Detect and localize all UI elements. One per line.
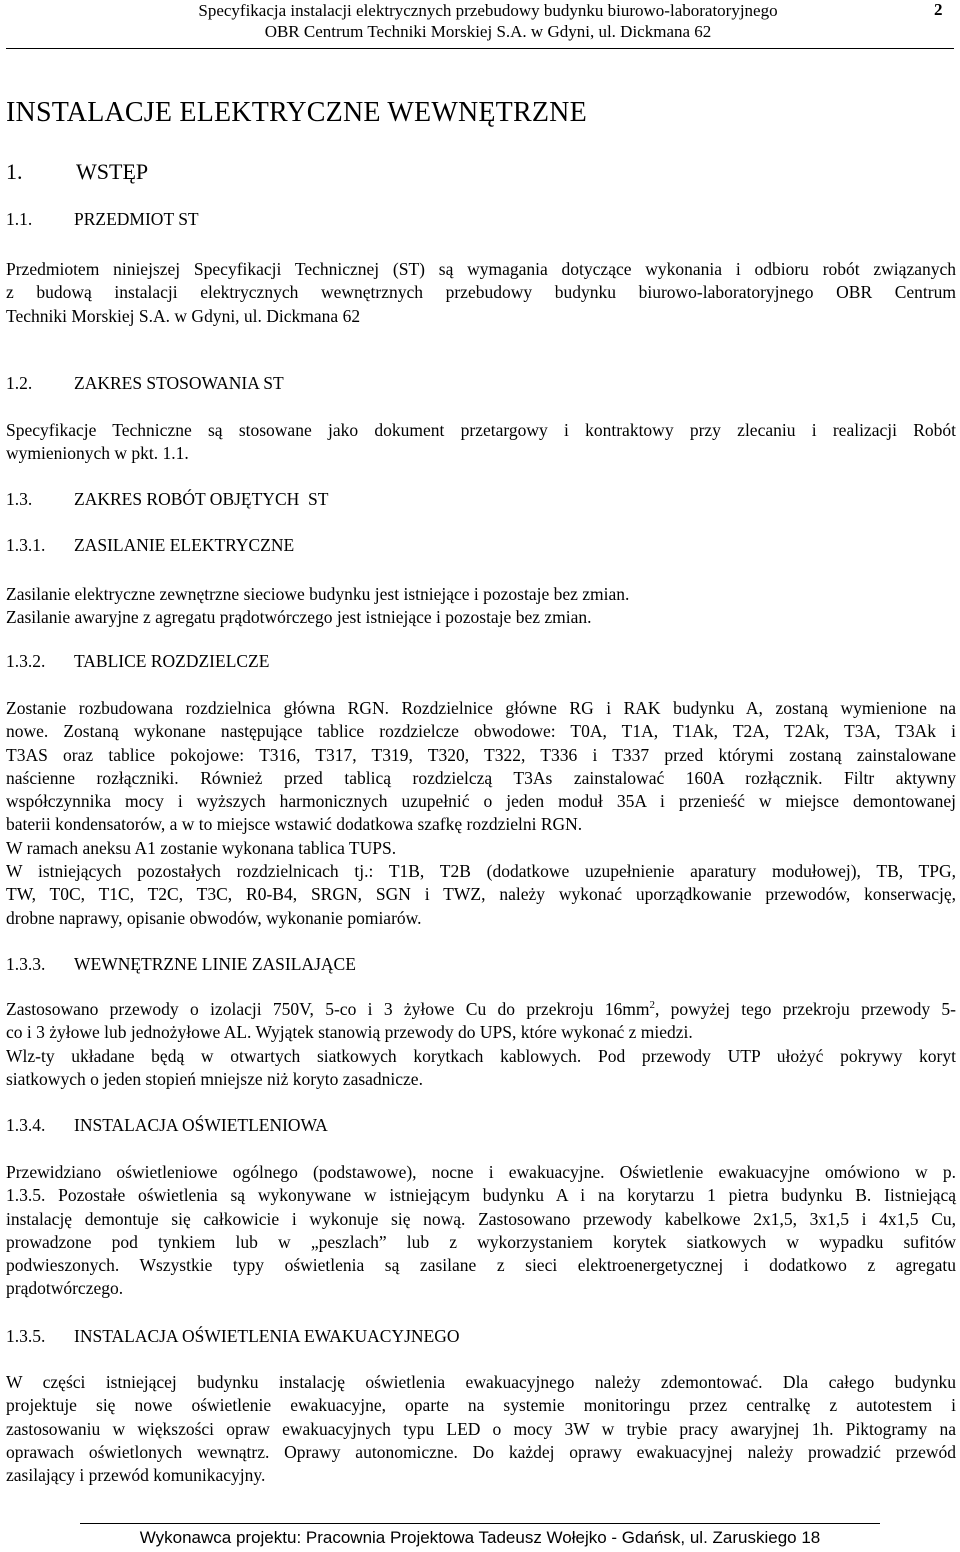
header-divider — [6, 48, 954, 49]
section-title: ZAKRES STOSOWANIA ST — [74, 373, 284, 393]
text-line: Zasilanie awaryjne z agregatu prądotwórczego jest istniejące i pozostaje bez zmian. — [6, 607, 592, 628]
section-1-3-4-text — [6, 1161, 956, 1301]
section-number: 1.1. — [6, 209, 33, 229]
section-1-3-5-heading — [6, 1325, 460, 1347]
section-title: PRZEDMIOT ST — [74, 209, 199, 229]
text-line: zasilający i przewód komunikacyjny. — [6, 1465, 266, 1486]
page-footer: Wykonawca projektu: Pracownia Projektowa Tadeusz Wołejko - Gdańsk, ul. Zaruskiego 18 — [139, 1528, 821, 1547]
footer-divider — [80, 1523, 880, 1524]
section-1-2-text — [6, 419, 956, 466]
text-line: prądotwórczego. — [6, 1278, 124, 1299]
page-header — [0, 0, 960, 52]
text-line: nowe. Zostaną wykonane następujące tablice rozdzielcze obwodowe: T0A, T1A, T1Ak, T2A, T2Ak, T3A, T3Ak i — [6, 721, 956, 742]
text-line: TW, T0C, T1C, T2C, T3C, R0-B4, SRGN, SGN i TWZ, należy wykonać uporządkowanie przewodów, konserwację, — [6, 884, 956, 905]
text-line: z budową instalacji elektrycznych wewnętrznych przebudowy budynku biurowo-laboratoryjnego OBR Centrum — [6, 282, 956, 303]
text-line: siatkowych o jeden stopień mniejsze niż koryto zasadnicze. — [6, 1068, 423, 1089]
section-title: ZAKRES ROBÓT OBJĘTYCH ST — [74, 489, 329, 509]
text-fragment: , powyżej tego przekroju przewody 5- — [654, 999, 956, 1019]
text-line: Techniki Morskiej S.A. w Gdyni, ul. Dickmana 62 — [6, 305, 361, 326]
section-number: 1.3.2. — [6, 651, 46, 671]
section-number: 1.3.1. — [6, 535, 46, 555]
text-line: drobne naprawy, opisanie obwodów, wykonanie pomiarów. — [6, 907, 422, 928]
section-1-3-5-text — [6, 1371, 956, 1487]
text-line: co i 3 żyłowe lub jednożyłowe AL. Wyjątek stanowią przewody do UPS, które wykonać z miedzi. — [6, 1022, 693, 1043]
text-line: podwieszonych. Wszystkie typy oświetlenia są zasilane z sieci elektroenergetycznej i dodatkowo z agregatu — [6, 1255, 956, 1276]
section-1-3-heading — [6, 488, 328, 510]
section-1-heading — [6, 158, 148, 186]
document-title: INSTALACJE ELEKTRYCZNE WEWNĘTRZNE — [6, 97, 587, 128]
text-line: Wlz-ty układane będą w otwartych siatkowych korytkach kablowych. Pod przewody UTP ułożyć pokrywy koryt — [6, 1045, 956, 1066]
section-1-1-text — [6, 258, 956, 328]
text-fragment: Zastosowano przewody o izolacji 750V, 5-co i 3 żyłowe Cu do przekroju 16mm — [6, 999, 650, 1019]
text-line: współczynnika mocy i wyższych harmonicznych uzupełnić o jeden moduł 35A i przenieść w miejsce demontowanej — [6, 791, 956, 812]
text-line: Zostanie rozbudowana rozdzielnica główna RGN. Rozdzielnice główne RG i RAK budynku A, zostaną wymienione na — [6, 698, 956, 718]
text-line: 1.3.5. Pozostałe oświetlenia są wykonywane w istniejącym budynku A i na korytarzu 1 pietra budynku B. Iistniejącą — [6, 1185, 956, 1206]
section-1-2-heading — [6, 372, 284, 394]
text-line: zastosowaniu w większości opraw ewakuacyjnych typu LED o mocy 3W w trybie pracy awaryjnej 1h. Piktogramy na — [6, 1418, 956, 1439]
section-number: 1.3. — [6, 489, 33, 509]
section-title: TABLICE ROZDZIELCZE — [74, 651, 270, 671]
text-line: instalację demontuje się całkowicie i wykonuje się nową. Zastosowano przewody kabelkowe 2x1,5, 3x1,5 i 4x1,5 Cu, — [6, 1208, 956, 1229]
section-1-1-heading — [6, 208, 199, 230]
text-line: naścienne rozłączniki. Również przed tablicą rozdzielczą T3As zainstalować 160A rozłącznik. Filtr aktywny — [6, 767, 956, 788]
text-line: W części istniejącej budynku instalację oświetlenia ewakuacyjnego należy zdemontować. Dla całego budynku — [6, 1372, 956, 1392]
text-line — [6, 998, 956, 1021]
text-line: T3AS oraz tablice pokojowe: T316, T317, T319, T320, T322, T336 i T337 przed którymi zostaną zainstalowane — [6, 744, 956, 765]
section-1-3-2-text — [6, 697, 956, 930]
header-line-2: OBR Centrum Techniki Morskiej S.A. w Gdyni, ul. Dickmana 62 — [264, 22, 712, 41]
section-title: INSTALACJA OŚWIETLENIOWA — [74, 1115, 328, 1135]
section-number: 1.2. — [6, 373, 33, 393]
text-line: W istniejących pozostałych rozdzielnicach tj.: T1B, T2B (dodatkowe uzupełnienie aparatury modułowej), TB, TPG, — [6, 861, 956, 882]
text-line: Przedmiotem niniejszej Specyfikacji Technicznej (ST) są wymagania dotyczące wykonania i odbioru robót związanych — [6, 259, 956, 279]
text-line: oprawach oświetlonych wewnątrz. Oprawy autonomiczne. Do każdej oprawy ewakuacyjnej należy prowadzić przewód — [6, 1441, 956, 1462]
section-number: 1.3.3. — [6, 954, 46, 974]
section-number: 1. — [6, 159, 23, 184]
section-number: 1.3.4. — [6, 1115, 46, 1135]
section-1-3-3-heading — [6, 953, 356, 975]
section-1-3-4-heading — [6, 1114, 328, 1136]
header-line-1: Specyfikacja instalacji elektrycznych przebudowy budynku biurowo-laboratoryjnego — [198, 1, 778, 20]
section-1-3-3-text — [6, 998, 956, 1091]
section-title: INSTALACJA OŚWIETLENIA EWAKUACYJNEGO — [74, 1326, 460, 1346]
section-number: 1.3.5. — [6, 1326, 46, 1346]
text-line: projektuje się nowe oświetlenie ewakuacyjne, oparte na systemie monitoringu przez centralkę z autotestem i — [6, 1395, 956, 1416]
text-line: Przewidziano oświetleniowe ogólnego (podstawowe), nocne i ewakuacyjne. Oświetlenie ewakuacyjne omówiono w p. — [6, 1162, 956, 1182]
header-title — [148, 0, 828, 42]
section-title: ZASILANIE ELEKTRYCZNE — [74, 535, 295, 555]
superscript: 2 — [649, 999, 655, 1011]
section-1-3-2-heading — [6, 650, 269, 672]
text-line: wymienionych w pkt. 1.1. — [6, 443, 189, 464]
section-1-3-1-text — [6, 583, 956, 630]
section-title: WSTĘP — [76, 159, 149, 184]
text-line: Specyfikacje Techniczne są stosowane jako dokument przetargowy i kontraktowy przy zlecaniu i realizacji Robót — [6, 420, 956, 440]
text-line: Zasilanie elektryczne zewnętrzne sieciowe budynku jest istniejące i pozostaje bez zmian. — [6, 584, 630, 604]
text-line: baterii kondensatorów, a w to miejsce wstawić dodatkowa szafkę rozdzielni RGN. — [6, 814, 583, 835]
page-number: 2 — [934, 0, 943, 19]
text-line: W ramach aneksu A1 zostanie wykonana tablica TUPS. — [6, 837, 397, 858]
text-line: prowadzone pod tynkiem lub w „peszlach” lub z wykorzystaniem korytek siatkowych w wypadku sufitów — [6, 1231, 956, 1252]
section-1-3-1-heading — [6, 534, 294, 556]
section-title: WEWNĘTRZNE LINIE ZASILAJĄCE — [74, 954, 356, 974]
